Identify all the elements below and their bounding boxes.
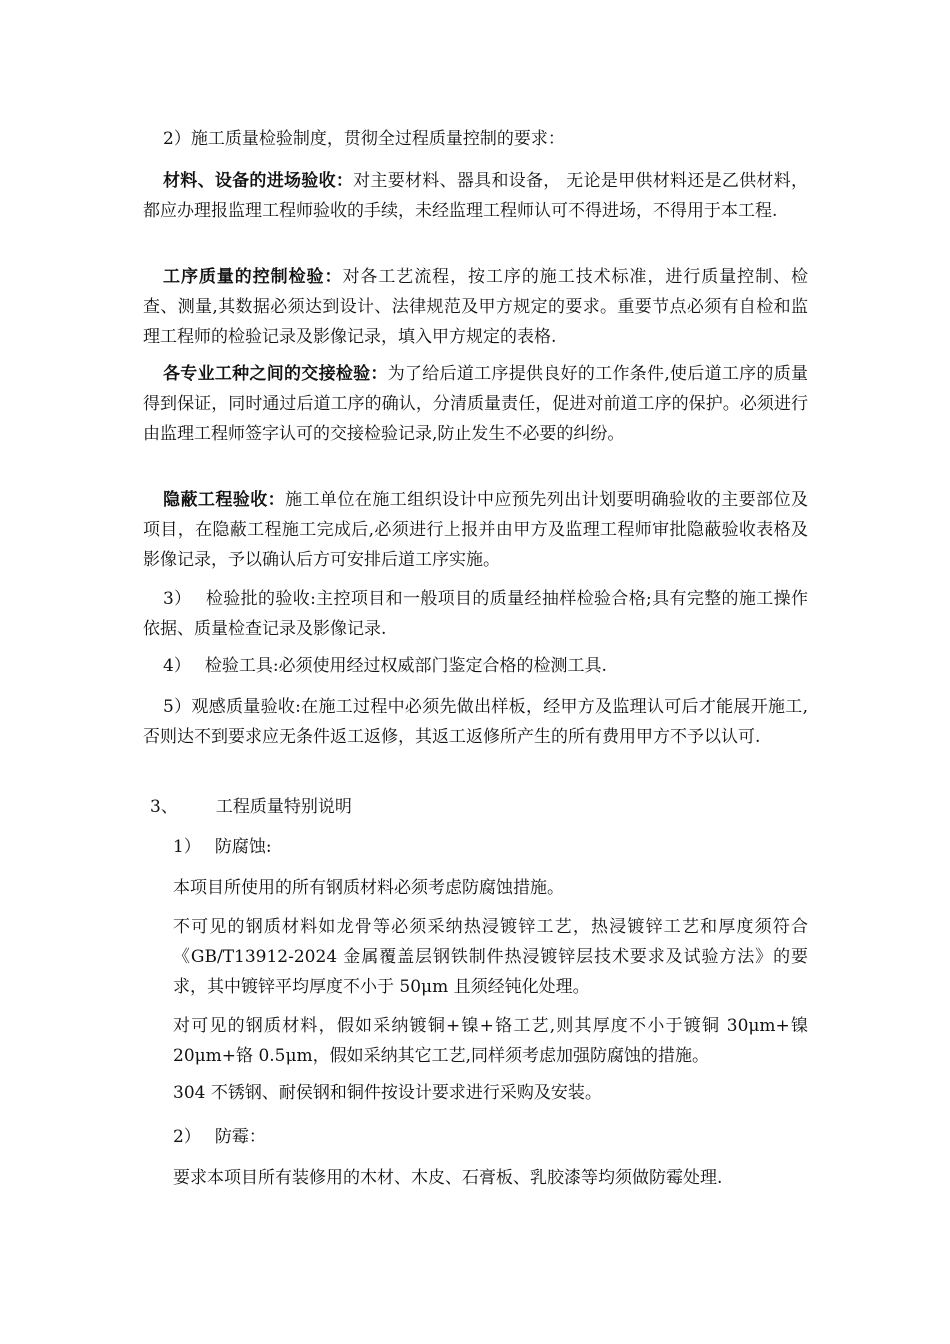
subheading-title: 防霉： (214, 1127, 266, 1147)
item-number: 3） (163, 589, 192, 609)
paragraph-text: 对主要材料、器具和设备， 无论是甲供材料还是乙供材料，都应办理报监理工程师验收的手续，未经监理工程师认可不得进场，不得用于本工程. (143, 171, 809, 221)
section-title: 工程质量特别说明 (215, 797, 352, 817)
section-heading-special-notes (150, 792, 810, 822)
subheading-anticorrosion (173, 832, 808, 862)
paragraph-text: 观感质量验收:在施工过程中必须先做出样板，经甲方及监理认可后才能展开施工,否则达不到要求应无条件返工返修，其返工返修所产生的所有费用甲方不予以认可. (143, 697, 808, 747)
paragraph-text: 304 不锈钢、耐侯钢和铜件按设计要求进行采购及安装。 (173, 1083, 602, 1103)
paragraph-inspection-tools (143, 651, 808, 681)
paragraph-anticorrosion-3 (173, 1011, 808, 1071)
paragraph-text: 检验工具:必须使用经过权威部门鉴定合格的检测工具. (204, 656, 607, 676)
paragraph-handover-inspection (143, 359, 808, 449)
paragraph-process-control (143, 262, 808, 352)
item-number: 1） (173, 837, 201, 857)
paragraph-batch-acceptance (143, 584, 808, 644)
paragraph-material-acceptance (143, 166, 808, 226)
paragraph-text: 2）施工质量检验制度，贯彻全过程质量控制的要求： (163, 129, 565, 149)
paragraph-heading: 工序质量的控制检验： (163, 267, 343, 287)
paragraph-text: 本项目所使用的所有钢质材料必须考虑防腐蚀措施。 (173, 878, 564, 898)
item-number: 4） (163, 656, 191, 676)
paragraph-text: 检验批的验收:主控项目和一般项目的质量经抽样检验合格;具有完整的施工操作依据、质量检查记录及影像记录. (143, 589, 808, 639)
paragraph-anticorrosion-4 (173, 1078, 808, 1108)
paragraph-heading: 隐蔽工程验收： (163, 490, 286, 510)
paragraph-text: 不可见的钢质材料如龙骨等必须采纳热浸镀锌工艺，热浸镀锌工艺和厚度须符合《GB/T13912-2024 金属覆盖层钢铁制件热浸镀锌层技术要求及试验方法》的要求，其中镀锌平均厚度不小于 50μm 且须经钝化处理。 (173, 917, 808, 997)
paragraph-visual-quality (143, 692, 808, 752)
paragraph-heading: 各专业工种之间的交接检验： (163, 364, 388, 384)
paragraph-text: 要求本项目所有装修用的木材、木皮、石膏板、乳胶漆等均须做防霉处理. (173, 1168, 723, 1188)
item-number: 5） (163, 697, 192, 717)
paragraph-text: 为了给后道工序提供良好的工作条件,使后道工序的质量得到保证，同时通过后道工序的确认，分清质量责任，促进对前道工序的保护。必须进行由监理工程师签字认可的交接检验记录,防止发生不必要的纠纷。 (143, 364, 809, 444)
subheading-title: 防腐蚀: (214, 837, 272, 857)
subheading-antimold (173, 1122, 808, 1152)
section-number: 3、 (150, 797, 178, 817)
paragraph-anticorrosion-1 (173, 873, 808, 903)
paragraph-antimold (173, 1163, 808, 1193)
item-number: 2） (173, 1127, 201, 1147)
paragraph-heading: 材料、设备的进场验收： (163, 171, 354, 191)
paragraph-inspection-system (143, 124, 808, 154)
paragraph-text: 施工单位在施工组织设计中应预先列出计划要明确验收的主要部位及项目，在隐蔽工程施工完成后,必须进行上报并由甲方及监理工程师审批隐蔽验收表格及影像记录，予以确认后方可安排后道工序实施。 (143, 490, 809, 570)
paragraph-anticorrosion-2 (173, 912, 808, 1002)
paragraph-text: 对可见的钢质材料，假如采纳镀铜+镍+铬工艺,则其厚度不小于镀铜 30μm+镍 20μm+铬 0.5μm，假如采纳其它工艺,同样须考虑加强防腐蚀的措施。 (173, 1016, 808, 1066)
paragraph-text: 对各工艺流程，按工序的施工技术标准，进行质量控制、检查、测量,其数据必须达到设计、法律规范及甲方规定的要求。重要节点必须有自检和监理工程师的检验记录及影像记录，填入甲方规定的表格. (143, 267, 809, 347)
paragraph-concealed-works (143, 485, 808, 575)
